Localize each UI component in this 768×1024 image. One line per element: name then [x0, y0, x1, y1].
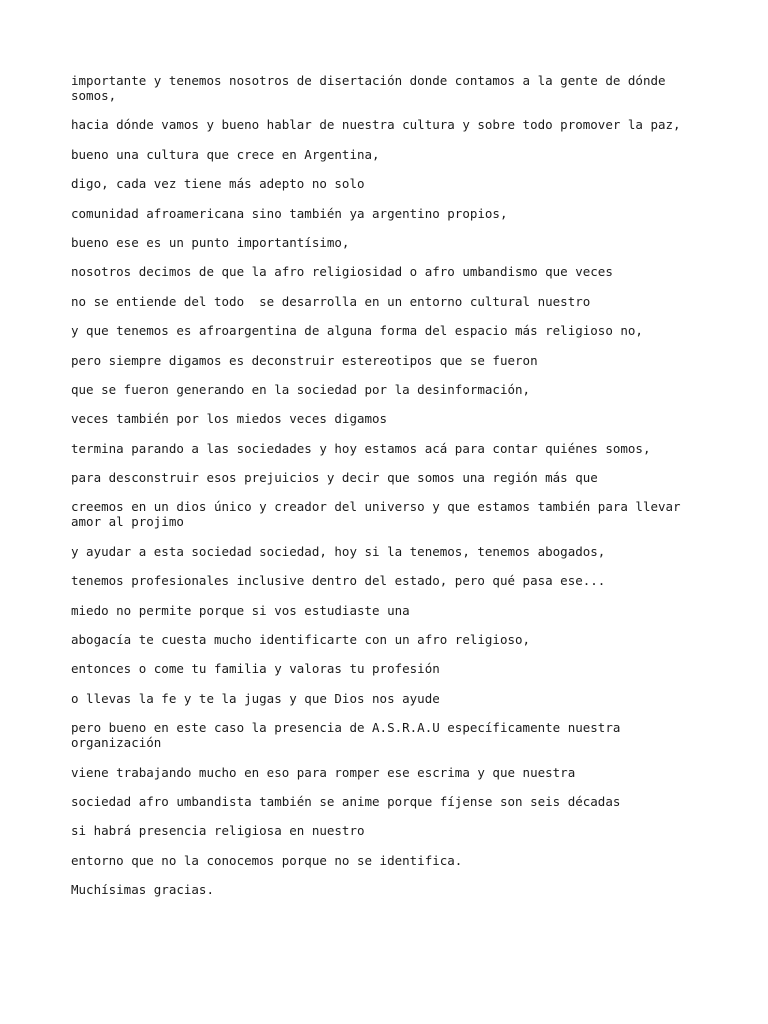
paragraph: pero siempre digamos es deconstruir estereotipos que se fueron [71, 352, 538, 368]
transcript-text [71, 73, 711, 912]
paragraph: entorno que no la conocemos porque no se identifica. [71, 852, 463, 868]
paragraph: pero bueno en este caso la presencia de A.S.R.A.U específicamente nuestra organización [71, 720, 628, 751]
paragraph: importante y tenemos nosotros de disertación donde contamos a la gente de dónde somos, [71, 73, 674, 103]
paragraph: tenemos profesionales inclusive dentro del estado, pero qué pasa ese... [71, 573, 606, 589]
paragraph: Muchísimas gracias. [71, 882, 214, 898]
paragraph: que se fueron generando en la sociedad por la desinformación, [71, 381, 531, 397]
paragraph: creemos en un dios único y creador del universo y que estamos también para llevar amor al projimo [71, 499, 689, 530]
paragraph: no se entiende del todo se desarrolla en un entorno cultural nuestro [71, 293, 591, 309]
paragraph: para desconstruir esos prejuicios y decir que somos una región más que [71, 470, 598, 486]
paragraph: bueno ese es un punto importantísimo, [71, 234, 350, 250]
paragraph: miedo no permite porque si vos estudiaste una [71, 602, 410, 618]
paragraph: viene trabajando mucho en eso para romper ese escrima y que nuestra [71, 764, 576, 780]
paragraph: entonces o come tu familia y valoras tu profesión [71, 661, 440, 677]
paragraph: sociedad afro umbandista también se anime porque fíjense son seis décadas [71, 793, 621, 809]
paragraph: hacia dónde vamos y bueno hablar de nuestra cultura y sobre todo promover la paz, [71, 117, 681, 133]
paragraph: o llevas la fe y te la jugas y que Dios nos ayude [71, 690, 440, 706]
paragraph: veces también por los miedos veces digamos [71, 411, 388, 427]
paragraph: digo, cada vez tiene más adepto no solo [71, 176, 365, 192]
paragraph: abogacía te cuesta mucho identificarte con un afro religioso, [71, 632, 531, 648]
paragraph: bueno una cultura que crece en Argentina, [71, 146, 380, 162]
paragraph: si habrá presencia religiosa en nuestro [71, 823, 365, 839]
paragraph: y ayudar a esta sociedad sociedad, hoy si la tenemos, tenemos abogados, [71, 543, 606, 559]
paragraph: comunidad afroamericana sino también ya argentino propios, [71, 205, 508, 221]
paragraph: y que tenemos es afroargentina de alguna forma del espacio más religioso no, [71, 323, 643, 339]
paragraph: nosotros decimos de que la afro religiosidad o afro umbandismo que veces [71, 264, 613, 280]
paragraph: termina parando a las sociedades y hoy estamos acá para contar quiénes somos, [71, 440, 651, 456]
